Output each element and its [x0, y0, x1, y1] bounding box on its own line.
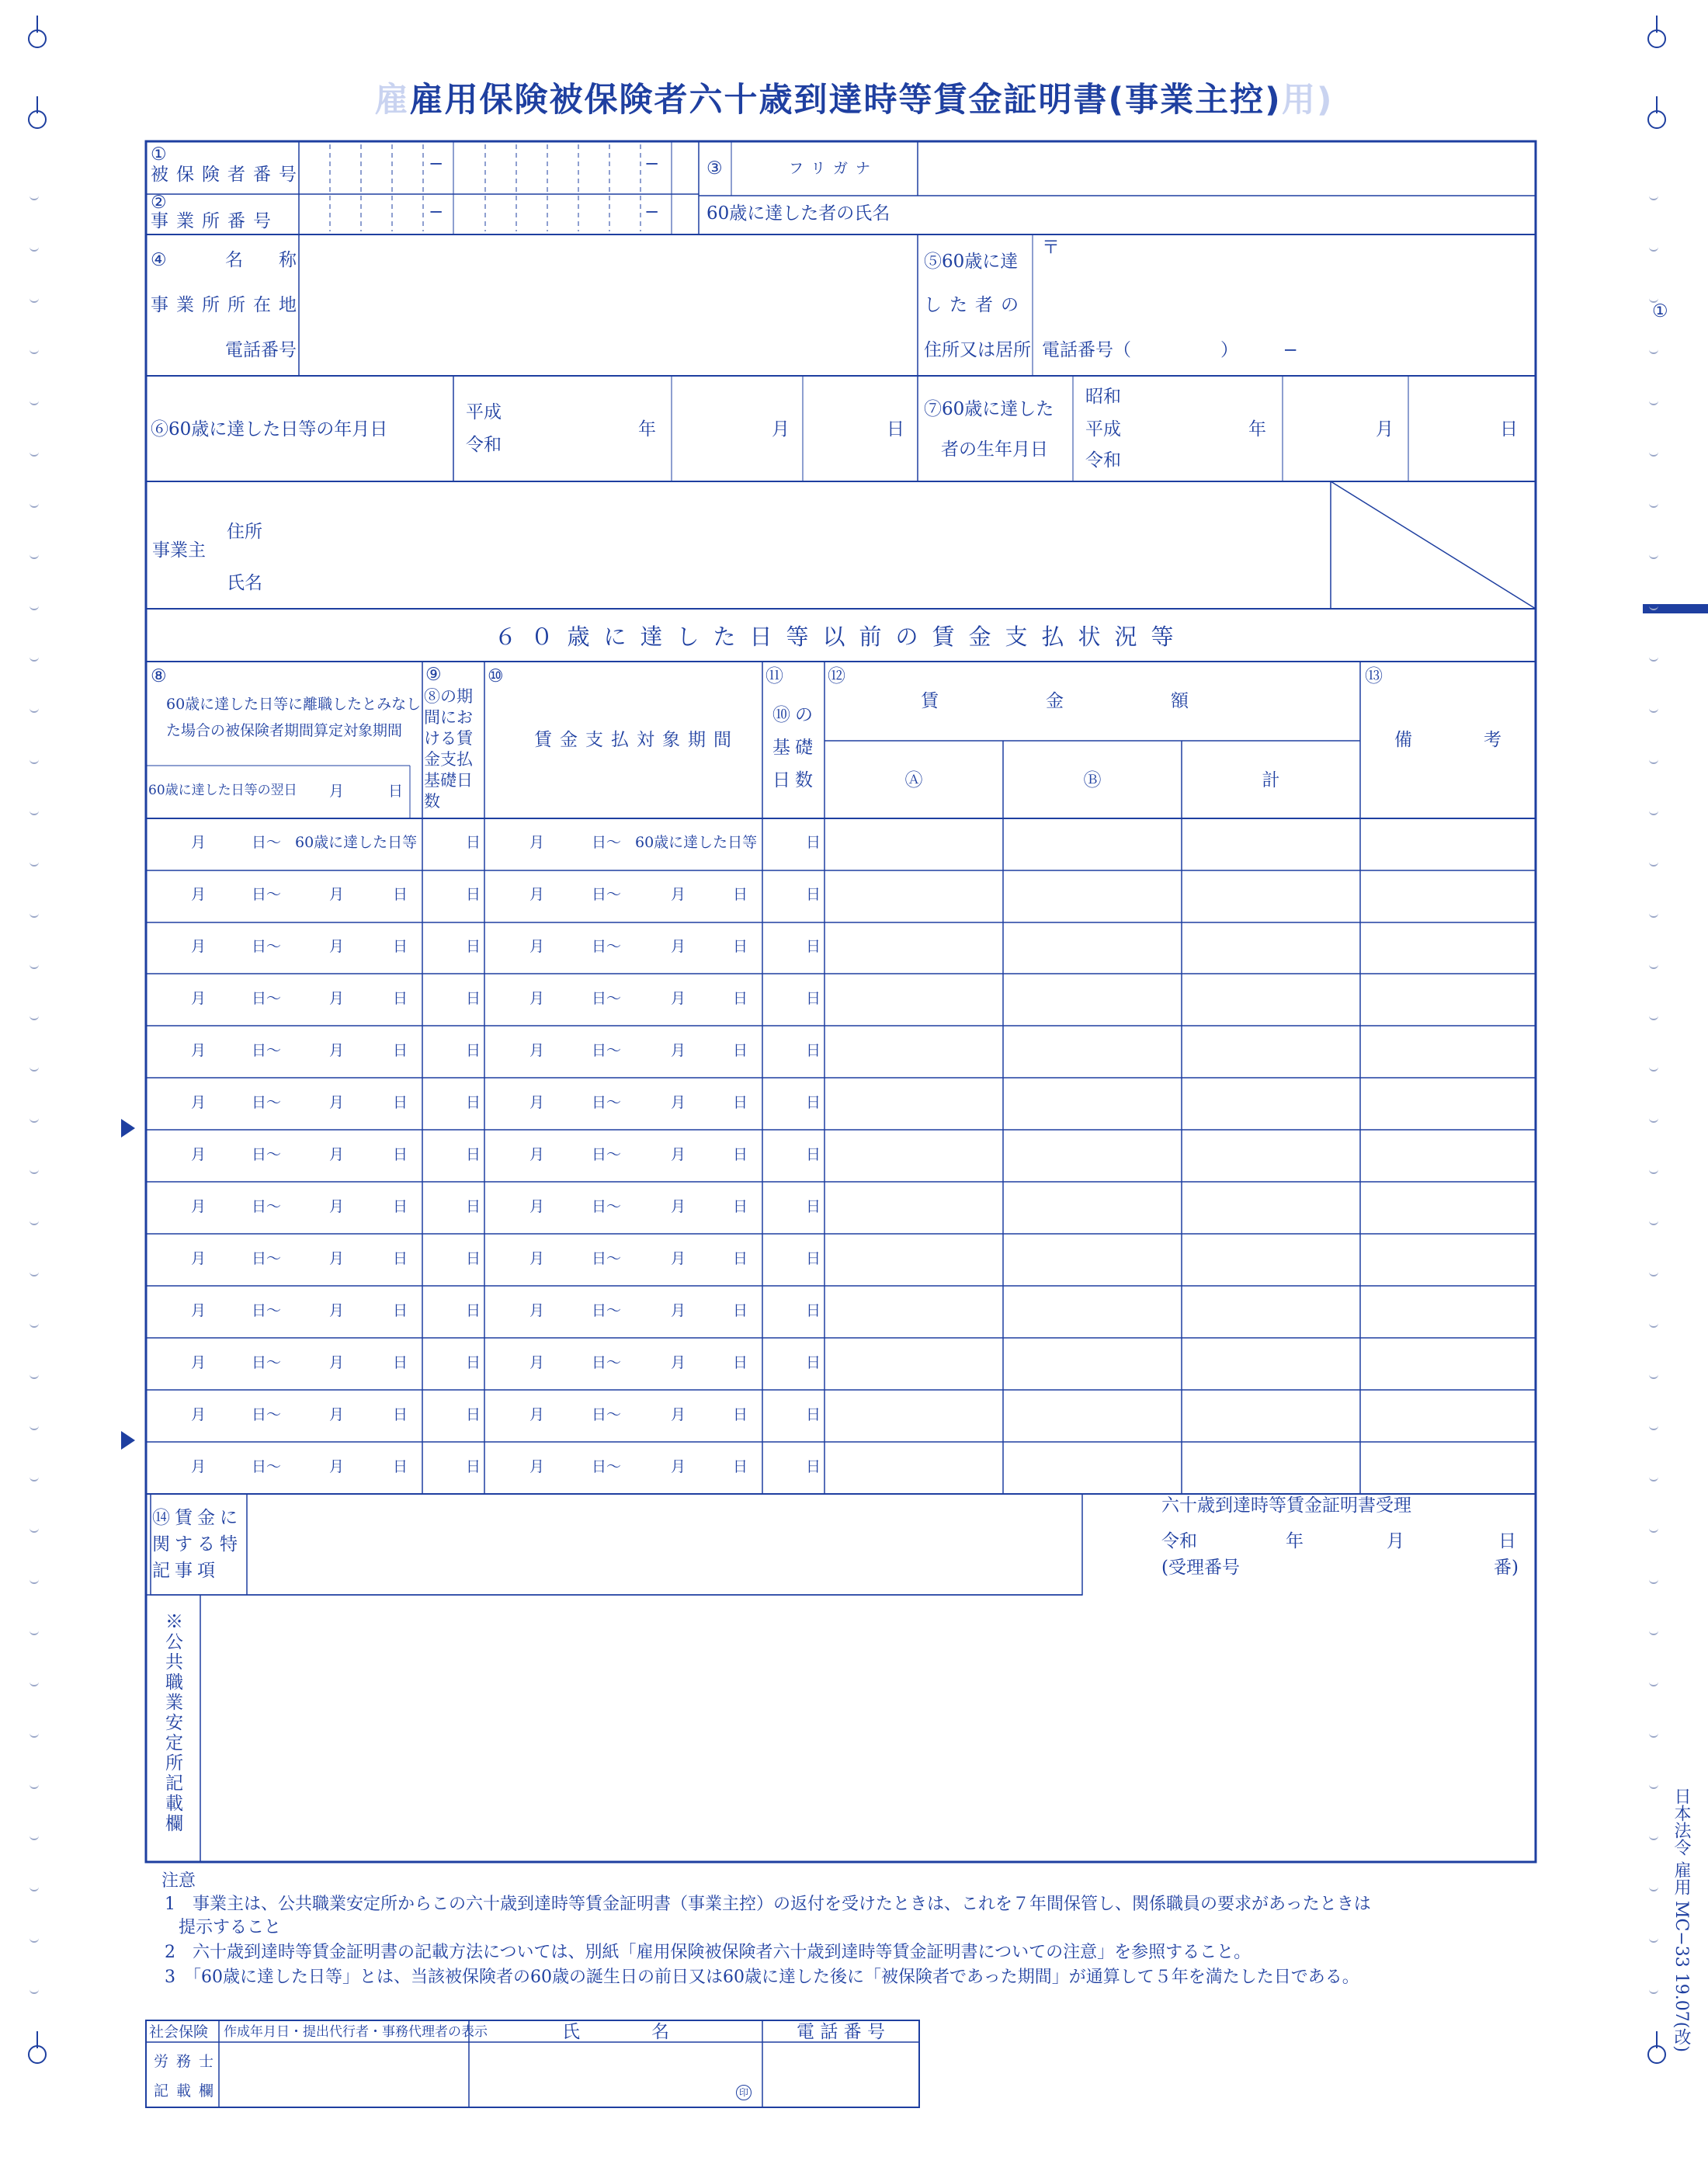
- row-month: 月: [529, 834, 545, 851]
- f6-reiwa: 令和: [466, 435, 502, 455]
- col9-label: [424, 686, 484, 812]
- table-row: [146, 1235, 1536, 1287]
- f7-label-line2: 者の生年月日: [941, 439, 1048, 460]
- row-day-to: 日: [733, 1250, 748, 1267]
- col11-line: 日数: [772, 770, 818, 790]
- f1-dash2: −: [644, 154, 660, 174]
- row-day-to: 日: [393, 938, 408, 955]
- row-month: 月: [191, 938, 207, 955]
- title-main: 雇用保険被保険者六十歳到達時等賃金証明書(事業主控): [409, 81, 1282, 120]
- binder-hole-line: [36, 16, 38, 33]
- row-unit: 日: [466, 1042, 481, 1059]
- row-day-to: 日: [733, 938, 748, 955]
- receipt-day: 日: [1498, 1531, 1516, 1551]
- col8-sub-day: 日: [388, 783, 404, 800]
- row-month-to: 月: [671, 1198, 686, 1215]
- row-month-to: 月: [329, 886, 345, 903]
- col11-line: ⑩の: [772, 705, 818, 725]
- row-month-to: 月: [329, 1406, 345, 1423]
- footer-col3: 電 話 番 号: [797, 2022, 885, 2042]
- row-unit: 日: [806, 990, 821, 1007]
- row-day-to: 日: [393, 1250, 408, 1267]
- table-row: [146, 1287, 1536, 1339]
- row-unit: 日: [806, 1406, 821, 1423]
- col11-label: [765, 699, 824, 797]
- row-month: 月: [529, 1406, 545, 1423]
- row-day-from: 日〜: [252, 1458, 282, 1475]
- table-row: [146, 1131, 1536, 1183]
- row-day-from: 日〜: [592, 938, 622, 955]
- row-month: 月: [191, 1302, 207, 1319]
- row-month: 月: [529, 1198, 545, 1215]
- row-day-to: 日: [393, 1302, 408, 1319]
- row-month-to: 月: [329, 1250, 345, 1267]
- row-unit: 日: [806, 1302, 821, 1319]
- note-1b: 提示すること: [179, 1918, 282, 1937]
- row-unit: 日: [806, 1094, 821, 1111]
- row-month: 月: [191, 1198, 207, 1215]
- footer-col1: 作成年月日・提出代行者・事務代理者の表示: [224, 2024, 488, 2040]
- row-month-to: 月: [671, 1302, 686, 1319]
- row-unit: 日: [806, 1250, 821, 1267]
- row-month: 月: [529, 1250, 545, 1267]
- row-day-from: 日〜: [592, 834, 622, 851]
- row-unit: 日: [466, 1354, 481, 1371]
- row-day-to: 日: [393, 1458, 408, 1475]
- row-month-to: 月: [671, 1406, 686, 1423]
- binder-hole-line: [36, 2031, 38, 2048]
- col8-sub-month: 月: [329, 783, 345, 800]
- row-unit: 日: [466, 834, 481, 851]
- row-month-to: 月: [671, 990, 686, 1007]
- row-day-to: 日: [393, 1406, 408, 1423]
- row-month: 月: [191, 834, 207, 851]
- f7-day: 日: [1500, 419, 1518, 439]
- row-unit: 日: [806, 886, 821, 903]
- row-month: 月: [529, 1354, 545, 1371]
- row-unit: 日: [806, 1042, 821, 1059]
- row-day-to: 日: [733, 1094, 748, 1111]
- row-month: 月: [191, 1354, 207, 1371]
- section-title: ６０歳に達した日等以前の賃金支払状況等: [494, 624, 1188, 650]
- row-unit: 日: [466, 1146, 481, 1163]
- row-day-to: 日: [393, 1146, 408, 1163]
- row-day-from: 日〜: [592, 990, 622, 1007]
- f6-label: ⑥60歳に達した日等の年月日: [151, 419, 388, 439]
- sr-label-2: 労務士: [154, 2053, 222, 2070]
- row-month: 月: [191, 1042, 207, 1059]
- row-unit: 日: [466, 938, 481, 955]
- f7-heisei: 平成: [1085, 419, 1121, 439]
- row-unit: 日: [466, 1250, 481, 1267]
- f4-address-label: 事業所所在地: [151, 295, 304, 315]
- col12-label: 賃 金 額: [921, 691, 1189, 711]
- col12-a: Ⓐ: [904, 770, 923, 790]
- row-month-to: 月: [671, 1250, 686, 1267]
- f7-reiwa: 令和: [1085, 450, 1121, 471]
- employer-address-label: 住所: [227, 522, 262, 542]
- col9-line: 数: [424, 792, 440, 811]
- row-unit: 日: [466, 1094, 481, 1111]
- row-month-to: 月: [329, 938, 345, 955]
- row-month-to: 月: [329, 1146, 345, 1163]
- col11-line: 基礎: [772, 738, 818, 758]
- row-month: 月: [191, 1406, 207, 1423]
- f6-year: 年: [638, 419, 656, 439]
- col10-num: ⑩: [488, 666, 504, 686]
- receipt-month: 月: [1387, 1531, 1404, 1551]
- row-month: 月: [191, 990, 207, 1007]
- table-row: [146, 1391, 1536, 1443]
- row-month-to: 月: [329, 1354, 345, 1371]
- row-day-to: 日: [393, 1042, 408, 1059]
- f6-day: 日: [887, 419, 904, 439]
- f5-phone-label: 電話番号（ ） −: [1042, 340, 1298, 360]
- f3-num: ③: [706, 158, 723, 179]
- row-marker-icon: [121, 1119, 135, 1138]
- f4-name-label: 名 称: [225, 250, 297, 270]
- table-row: [146, 922, 1536, 974]
- row-day-from: 日〜: [592, 1406, 622, 1423]
- f7-month: 月: [1376, 419, 1394, 439]
- row-day-to: 日: [733, 1302, 748, 1319]
- row-day-to: 日: [733, 990, 748, 1007]
- col9-line: ⑧の期: [424, 687, 473, 706]
- row-marker-icon: [121, 1431, 135, 1450]
- row-day-to: 日: [733, 1406, 748, 1423]
- row-month-to: 月: [671, 1042, 686, 1059]
- note-3: 3 「60歳に達した日等」とは、当該被保険者の60歳の誕生日の前日又は60歳に達した後に「被保険者であった期間」が通算して５年を満たした日である。: [165, 1968, 1359, 1987]
- f2-num: ②: [151, 193, 167, 213]
- row-month-to: 月: [329, 1458, 345, 1475]
- postal-mark: 〒: [1042, 238, 1060, 258]
- row-day-from: 日〜: [252, 938, 282, 955]
- table-row: [146, 1339, 1536, 1391]
- row-month-to: 月: [671, 1094, 686, 1111]
- col8-sub-label: 60歳に達した日等の翌日: [148, 783, 297, 798]
- row-day-to: 日: [733, 1458, 748, 1475]
- row-unit: 日: [806, 1354, 821, 1371]
- f2-dash1: −: [429, 202, 444, 222]
- row-month-to: 月: [671, 1458, 686, 1475]
- row-day-to: 日: [733, 1354, 748, 1371]
- row-day-from: 日〜: [252, 1198, 282, 1215]
- f1-dash1: −: [429, 154, 444, 174]
- row-day-from: 日〜: [592, 1146, 622, 1163]
- row-month: 月: [191, 1250, 207, 1267]
- row-month: 月: [191, 1146, 207, 1163]
- f5-label-line1: ⑤60歳に達: [924, 252, 1019, 272]
- note-2: 2 六十歳到達時等賃金証明書の記載方法については、別紙「雇用保険被保険者六十歳到達時等賃金証明書についての注意」を参照すること。: [165, 1943, 1251, 1962]
- row-day-to: 日: [393, 1354, 408, 1371]
- table-row: [146, 1079, 1536, 1131]
- col12-num: ⑫: [828, 666, 845, 686]
- table-row: [146, 1026, 1536, 1079]
- row-day-to: 日: [393, 990, 408, 1007]
- row-day-from: 日〜: [252, 1406, 282, 1423]
- col12-b: Ⓑ: [1083, 770, 1102, 790]
- row-day-to: 日: [393, 1198, 408, 1215]
- f6-month: 月: [772, 419, 790, 439]
- row-to: 60歳に達した日等: [295, 834, 418, 851]
- f14-line: 記事項: [152, 1561, 220, 1581]
- title-ghost-right: 用): [1281, 81, 1334, 120]
- row-day-to: 日: [733, 1146, 748, 1163]
- col9-line: ける賃: [424, 729, 473, 748]
- row-month-to: 月: [671, 938, 686, 955]
- row-day-to: 日: [733, 886, 748, 903]
- row-month: 月: [191, 886, 207, 903]
- sr-label-3: 記載欄: [154, 2082, 222, 2100]
- row-day-from: 日〜: [252, 886, 282, 903]
- row-month-to: 月: [329, 1094, 345, 1111]
- f7-showa: 昭和: [1085, 387, 1121, 407]
- row-unit: 日: [466, 1406, 481, 1423]
- col8-line1: 60歳に達した日等に離職したとみなし: [166, 696, 422, 713]
- row-day-to: 日: [733, 1042, 748, 1059]
- receipt-year: 年: [1286, 1531, 1304, 1551]
- row-month: 月: [191, 1458, 207, 1475]
- row-day-from: 日〜: [252, 1042, 282, 1059]
- table-row: [146, 870, 1536, 922]
- row-day-to: 日: [393, 1094, 408, 1111]
- row-month-to: 月: [329, 1042, 345, 1059]
- row-day-from: 日〜: [252, 1250, 282, 1267]
- f5-label-line2: した者の: [924, 295, 1026, 315]
- sr-label-1: 社会保険: [149, 2023, 209, 2041]
- f2-label: 事業所番号: [151, 211, 279, 231]
- f3-label: 60歳に達した者の氏名: [706, 203, 890, 224]
- title-ghost-left: 雇: [374, 81, 410, 120]
- col9-line: 金支払: [424, 750, 473, 769]
- row-month: 月: [529, 886, 545, 903]
- row-month: 月: [529, 990, 545, 1007]
- row-unit: 日: [806, 1146, 821, 1163]
- row-day-from: 日〜: [592, 1198, 622, 1215]
- row-day-from: 日〜: [592, 1042, 622, 1059]
- binder-hole-line: [1656, 2031, 1658, 2048]
- row-month: 月: [529, 1042, 545, 1059]
- row-unit: 日: [806, 938, 821, 955]
- f14-line: 関する特: [152, 1534, 242, 1554]
- f14-line: ⑭賃金に: [152, 1508, 242, 1528]
- furigana-label: フリガナ: [789, 160, 879, 177]
- row-month: 月: [529, 1146, 545, 1163]
- binder-hole-line: [1656, 96, 1658, 113]
- table-row: [146, 1183, 1536, 1235]
- col13-num: ⑬: [1365, 666, 1383, 686]
- row-day-to: 日: [393, 886, 408, 903]
- col9-num: ⑨: [425, 665, 442, 685]
- row-month-to: 月: [329, 990, 345, 1007]
- f7-label-line1: ⑦60歳に達した: [924, 399, 1054, 419]
- row-unit: 日: [466, 886, 481, 903]
- employer-name-label: 氏名: [227, 573, 262, 593]
- binder-hole-line: [36, 96, 38, 113]
- row-day-from: 日〜: [252, 1302, 282, 1319]
- binder-hole-line: [1656, 16, 1658, 33]
- row-unit: 日: [466, 990, 481, 1007]
- office-use-label: ※公共職業安定所記載欄: [162, 1612, 182, 1834]
- row-month-to: 月: [329, 1302, 345, 1319]
- f4-phone-label: 電話番号: [225, 340, 297, 360]
- row-day-from: 日〜: [592, 886, 622, 903]
- row-unit: 日: [806, 1458, 821, 1475]
- row-day-from: 日〜: [252, 834, 282, 851]
- col13-label: 備 考: [1394, 730, 1501, 750]
- row-month: 月: [191, 1094, 207, 1111]
- row-unit: 日: [466, 1302, 481, 1319]
- col10-label: 賃金支払対象期間: [534, 730, 739, 750]
- f4-num: ④: [151, 250, 167, 270]
- f1-num: ①: [151, 144, 167, 165]
- row-month: 月: [529, 1458, 545, 1475]
- row-day-from: 日〜: [252, 1094, 282, 1111]
- row-month-to: 月: [671, 1354, 686, 1371]
- f5-label-line3: 住所又は居所: [924, 340, 1031, 360]
- notes-heading: 注意: [161, 1871, 196, 1891]
- col9-line: 間にお: [424, 708, 473, 727]
- row-day-from: 日〜: [592, 1250, 622, 1267]
- note-1: 1 事業主は、公共職業安定所からこの六十歳到達時等賃金証明書（事業主控）の返付を受けたときは、これを７年間保管し、関係職員の要求があったときは: [165, 1895, 1371, 1914]
- col12-total: 計: [1262, 770, 1280, 790]
- margin-circle-one: ①: [1652, 301, 1668, 321]
- row-day-to: 日: [733, 1198, 748, 1215]
- f2-dash2: −: [644, 202, 660, 222]
- row-month-to: 月: [671, 1146, 686, 1163]
- row-month-to: 月: [329, 1198, 345, 1215]
- row-day-from: 日〜: [592, 1458, 622, 1475]
- f1-label: 被保険者番号: [151, 165, 304, 185]
- row-unit: 日: [466, 1458, 481, 1475]
- f14-label: [152, 1505, 242, 1584]
- footer-col2: 氏 名: [562, 2022, 669, 2042]
- table-row: [146, 818, 1536, 870]
- seal-mark: 印: [736, 2085, 752, 2100]
- row-day-from: 日〜: [592, 1302, 622, 1319]
- col8-line2: た場合の被保険者期間算定対象期間: [166, 722, 403, 739]
- row-day-from: 日〜: [592, 1094, 622, 1111]
- table-row: [146, 1443, 1536, 1495]
- row-day-from: 日〜: [252, 1146, 282, 1163]
- receipt-number-label: (受理番号: [1161, 1558, 1240, 1578]
- row-month-to: 月: [671, 886, 686, 903]
- employer-label: 事業主: [152, 540, 206, 561]
- receipt-reiwa: 令和: [1161, 1531, 1197, 1551]
- receipt-title: 六十歳到達時等賃金証明書受理: [1161, 1495, 1411, 1516]
- row-unit: 日: [466, 1198, 481, 1215]
- receipt-ban: 番): [1494, 1558, 1519, 1578]
- form-code: 日本法令 雇用 MC−33 19.07(改): [1672, 1787, 1691, 2052]
- row-day-from: 日〜: [252, 1354, 282, 1371]
- row-day-from: 日〜: [592, 1354, 622, 1371]
- table-row: [146, 974, 1536, 1026]
- row-month: 月: [529, 938, 545, 955]
- col9-line: 基礎日: [424, 771, 473, 790]
- col11-num: ⑪: [765, 666, 783, 686]
- row-unit: 日: [806, 834, 821, 851]
- f7-year: 年: [1248, 419, 1266, 439]
- col8-num: ⑧: [151, 666, 167, 686]
- row-day-from: 日〜: [252, 990, 282, 1007]
- row-month: 月: [529, 1094, 545, 1111]
- row-month: 月: [529, 1302, 545, 1319]
- row-to: 60歳に達した日等: [635, 834, 758, 851]
- seal-icon: [736, 2084, 752, 2100]
- f6-heisei: 平成: [466, 402, 502, 422]
- row-unit: 日: [806, 1198, 821, 1215]
